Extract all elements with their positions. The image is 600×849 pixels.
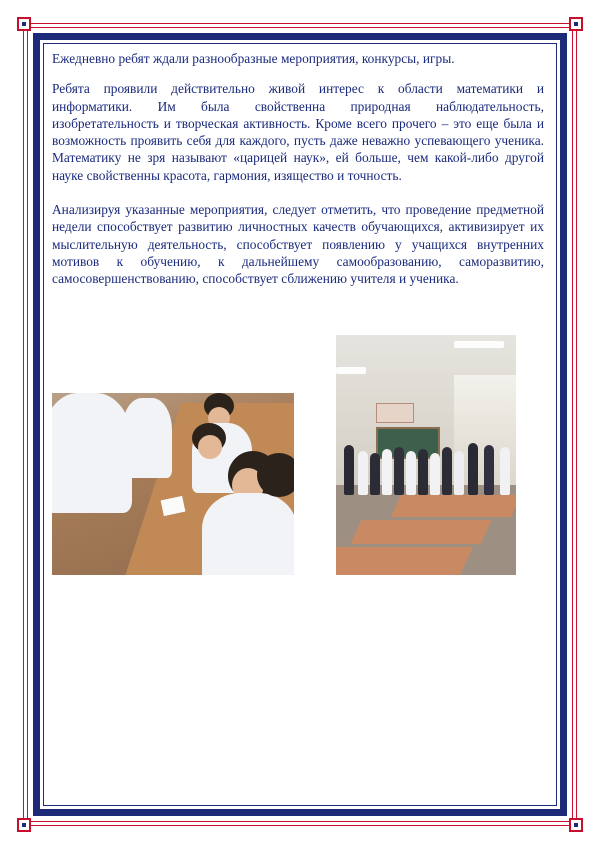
document-body — [52, 50, 544, 288]
photo-students-at-desk — [52, 393, 294, 575]
paragraph-analysis: Анализируя указанные мероприятия, следует отметить, что проведение предметной недели способствует развитию личностных качеств обучающихся, активизирует их мыслительную деятельность, способствует появлению у учащихся внутренних мотивов к обучению, к дальнейшему самообразованию, саморазвитию, самосовершенствованию, способствует сближению учителя и ученика. — [52, 202, 544, 287]
frame-corner-ornament — [17, 17, 31, 31]
frame-corner-ornament — [569, 17, 583, 31]
frame-corner-ornament — [17, 818, 31, 832]
frame-corner-ornament — [569, 818, 583, 832]
paragraph-events: Ежедневно ребят ждали разнообразные мероприятия, конкурсы, игры. — [52, 51, 455, 66]
paragraph-interest: Ребята проявили действительно живой интерес к области математики и информатики. Им была свойственна природная наблюдательность, изобретательность и творческая активность. Кроме всего прочего – это еще была и возможность проявить себя для каждого, пусть даже неважно успевающего ученика. Математику не зря называют «царицей наук», ей больше, чем какой-либо другой науке свойственны красота, гармония, изящество и точность. — [52, 81, 544, 183]
photo-class-group — [336, 335, 516, 575]
